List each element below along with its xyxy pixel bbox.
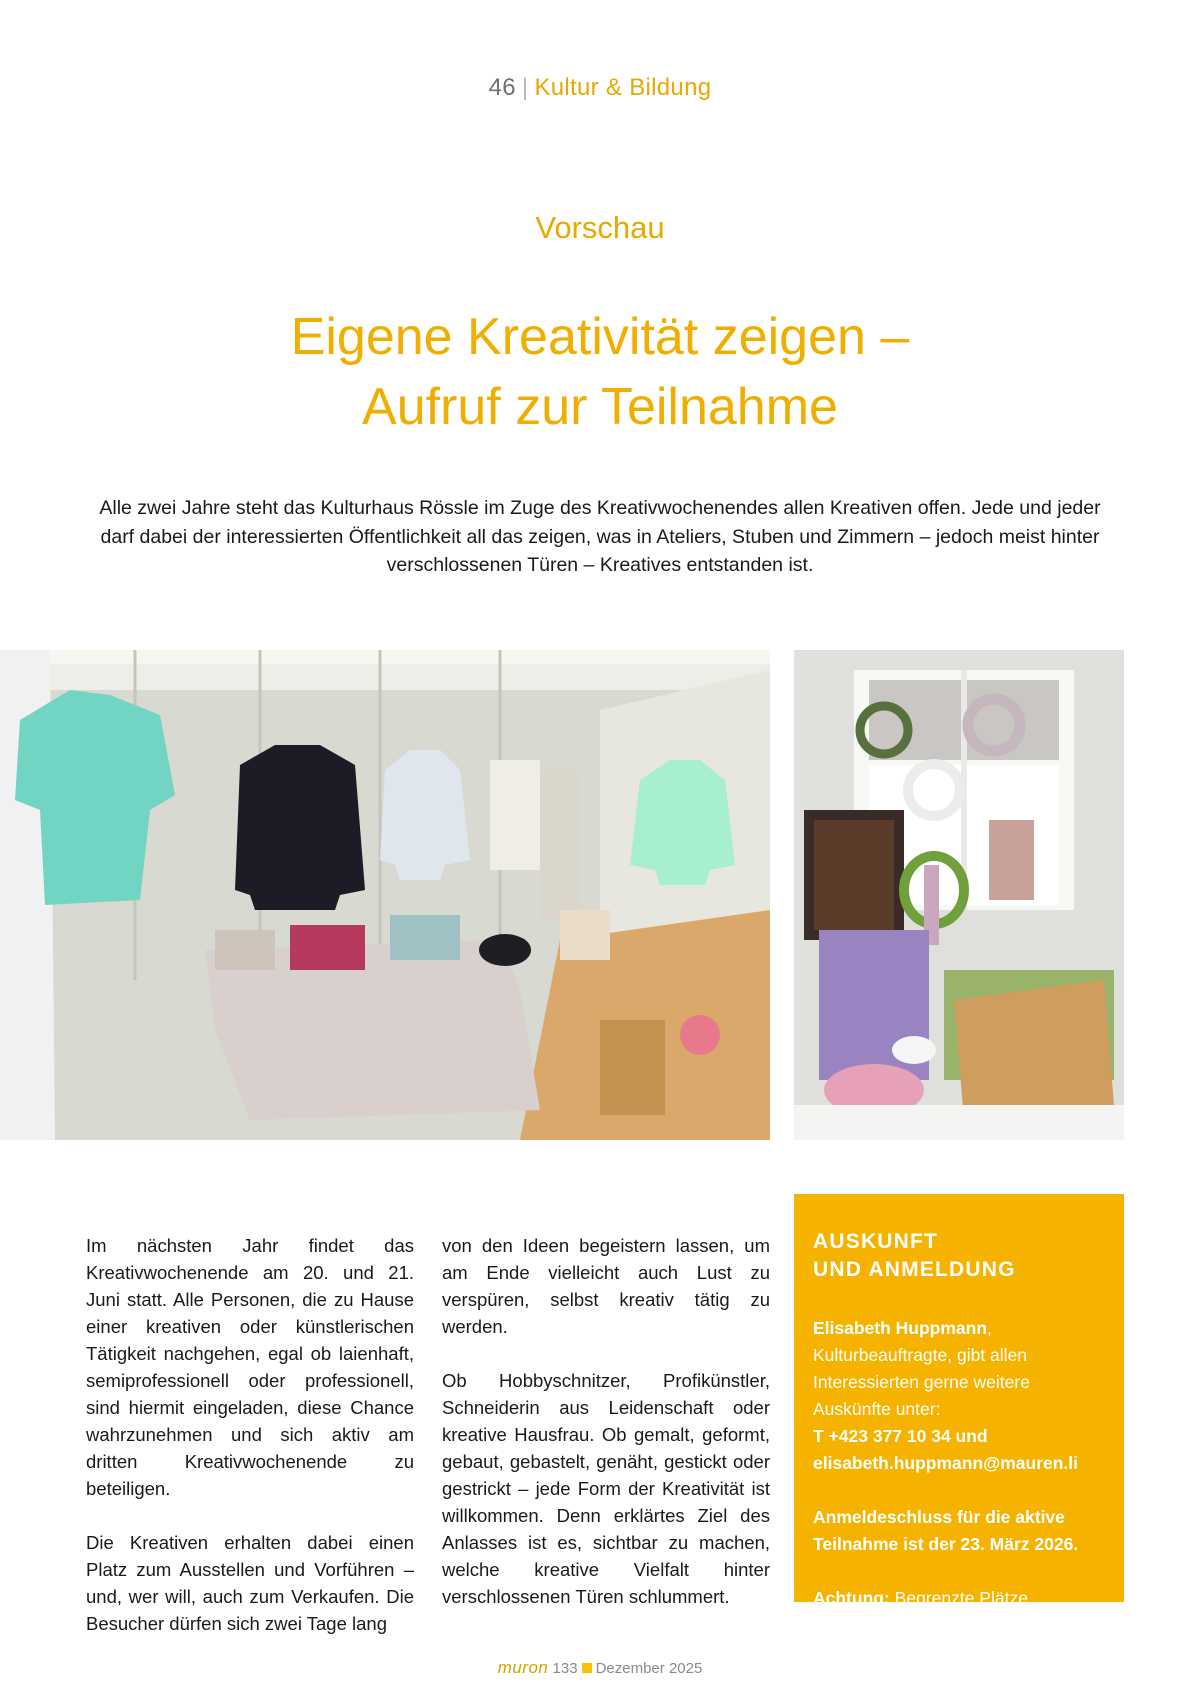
body-paragraph: Ob Hobbyschnitzer, Profikünstler, Schneiderin aus Leidenschaft oder kreative Hausfrau. Ob gemalt, geformt, gebaut, gebastelt, genäht, gestickt oder gestrickt – jede Form der Kreativität ist willkommen. Denn erklärtes Ziel des Anlasses ist es, sichtbar zu machen, welche kreative Vielfalt hinter verschlossenen Türen schlummert. [442,1370,770,1607]
body-column-1 [86,1232,414,1664]
contact-email[interactable]: elisabeth.huppmann@mauren.li [813,1453,1079,1473]
issue-number: 133 [552,1660,578,1677]
article-title [0,302,1200,442]
info-box [794,1194,1124,1608]
contact-name: Elisabeth Huppmann [813,1318,988,1338]
section-name: Kultur & Bildung [534,74,712,101]
article-kicker: Vorschau [535,210,665,245]
title-line-1: Eigene Kreativität zeigen – [290,308,910,366]
magazine-name: muron [497,1658,549,1677]
body-paragraph: Die Kreativen erhalten dabei einen Platz zum Ausstellen und Vorführen – und, wer will, auch zum Verkaufen. Die Besucher dürfen sich zwei Tage lang [86,1532,414,1634]
note-paragraph [813,1585,1106,1612]
note-text: Begrenzte Plätze [889,1588,1028,1608]
contact-text: , Kulturbeauftragte, gibt allen Interessierten gerne weitere Auskünfte unter: [813,1318,1030,1419]
info-heading-line-1: AUSKUNFT [813,1230,939,1253]
title-line-2: Aufruf zur Teilnahme [362,378,838,436]
square-icon [582,1663,592,1673]
body-paragraph: von den Ideen begeistern lassen, um am Ende vielleicht auch Lust zu verspüren, selbst kreativ tätig zu werden. [442,1235,770,1337]
body-column-2 [442,1232,770,1637]
body-paragraph: Im nächsten Jahr findet das Kreativwochenende am 20. und 21. Juni statt. Alle Personen, die zu Hause einer kreativen oder künstlerischen Tätigkeit nachgehen, egal ob laienhaft, semiprofessionell oder professionell, sind hiermit eingeladen, diese Chance wahrzunehmen und sich aktiv am dritten Kreativwochenende zu beteiligen. [86,1235,414,1499]
window-display-photo [794,650,1124,1140]
contact-phone: T +423 377 10 34 und [813,1426,988,1446]
info-heading-line-2: UND ANMELDUNG [813,1258,1016,1281]
header-separator: | [521,74,529,101]
exhibition-room-photo [0,650,770,1140]
deadline-paragraph [813,1504,1106,1558]
deadline-text: Anmeldeschluss für die aktive Teilnahme ist der 23. März 2026. [813,1507,1079,1554]
contact-paragraph [813,1315,1106,1477]
page-header [0,74,1200,102]
article-lead: Alle zwei Jahre steht das Kulturhaus Rössle im Zuge des Kreativwochenendes allen Kreativen offen. Jede und jeder darf dabei der interessierten Öffentlichkeit all das zeigen, was in Ateliers, Stuben und Zimmern – jedoch meist hinter verschlossenen Türen – Kreatives entstanden ist. [99,497,1101,576]
note-label: Achtung: [813,1588,890,1608]
issue-date: Dezember 2025 [595,1660,703,1677]
page-number: 46 [488,74,516,101]
page-footer [0,1658,1200,1678]
info-box-heading [813,1228,1106,1284]
